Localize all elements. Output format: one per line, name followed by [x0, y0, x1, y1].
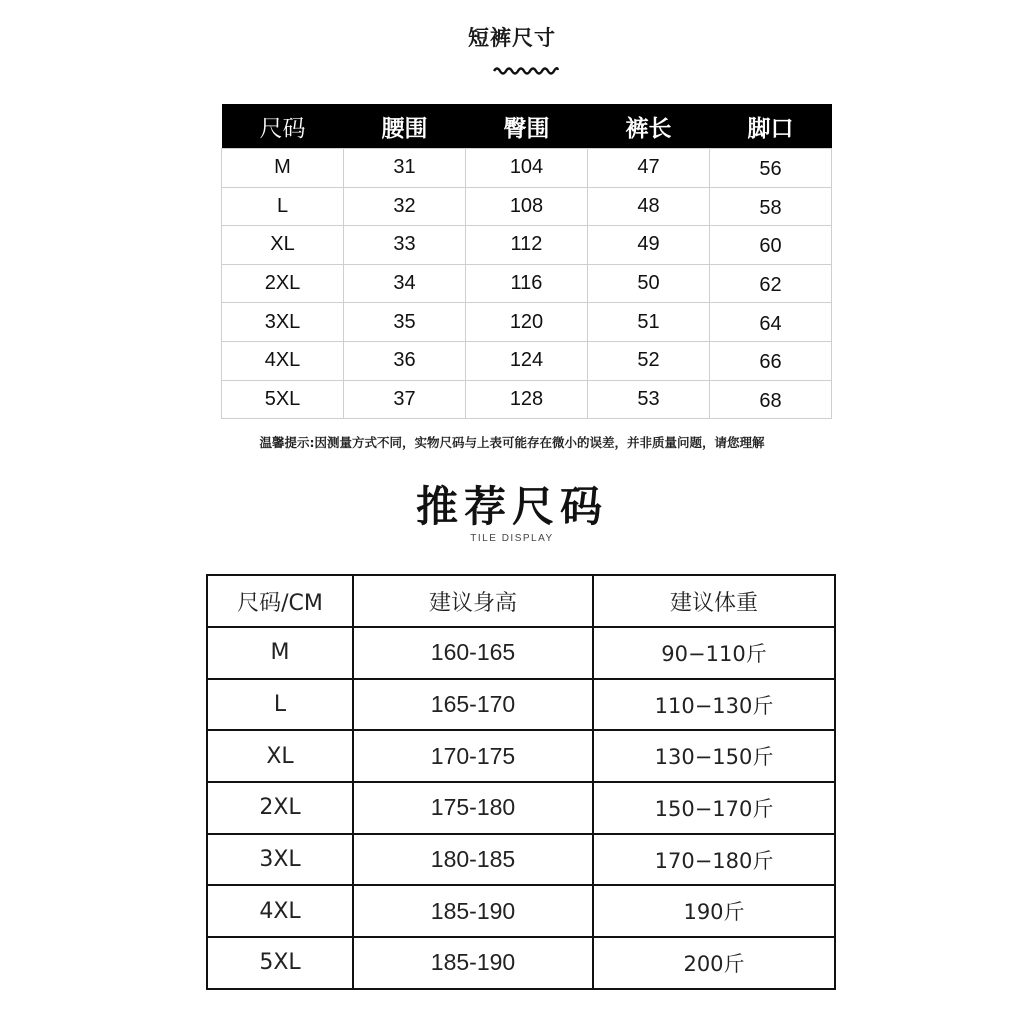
- table-cell: 124: [466, 341, 588, 380]
- table-cell: 56: [710, 149, 832, 188]
- table-cell: 150−170斤: [593, 782, 835, 834]
- table-row: [207, 834, 835, 886]
- shorts-size-header-cell: 腰围: [344, 104, 466, 149]
- table-cell: 37: [344, 380, 466, 419]
- shorts-size-header-cell: 臀围: [466, 104, 588, 149]
- wave-divider-icon: [493, 62, 559, 76]
- recommend-title: 推荐尺码: [415, 482, 608, 531]
- table-row: [222, 187, 832, 226]
- table-cell: XL: [207, 730, 353, 782]
- table-cell: XL: [222, 226, 344, 265]
- table-cell: 90−110斤: [593, 627, 835, 679]
- recommend-subtitle: TILE DISPLAY: [470, 533, 554, 544]
- table-cell: 170−180斤: [593, 834, 835, 886]
- table-cell: 190斤: [593, 885, 835, 937]
- table-cell: 108: [466, 187, 588, 226]
- shorts-size-header-cell: 尺码: [222, 104, 344, 149]
- table-cell: 35: [344, 303, 466, 342]
- table-cell: 49: [588, 226, 710, 265]
- table-cell: 175-180: [353, 782, 593, 834]
- table-cell: 66: [710, 341, 832, 380]
- table-cell: 104: [466, 149, 588, 188]
- table-cell: 185-190: [353, 937, 593, 989]
- table-row: [222, 380, 832, 419]
- table-row: [207, 885, 835, 937]
- table-cell: 60: [710, 226, 832, 265]
- table-cell: M: [207, 627, 353, 679]
- table-cell: 51: [588, 303, 710, 342]
- table-row: [222, 341, 832, 380]
- table-cell: 50: [588, 264, 710, 303]
- shorts-size-header-row: [222, 104, 832, 149]
- table-cell: 62: [710, 264, 832, 303]
- table-cell: 2XL: [207, 782, 353, 834]
- table-cell: 112: [466, 226, 588, 265]
- table-cell: 48: [588, 187, 710, 226]
- table-row: [207, 627, 835, 679]
- shorts-size-title: 短裤尺寸: [468, 26, 556, 50]
- recommend-size-table: [206, 574, 836, 990]
- shorts-size-header-cell: 脚口: [710, 104, 832, 149]
- table-cell: 128: [466, 380, 588, 419]
- table-row: [207, 679, 835, 731]
- table-cell: 53: [588, 380, 710, 419]
- table-cell: 180-185: [353, 834, 593, 886]
- table-cell: 58: [710, 187, 832, 226]
- table-cell: 3XL: [207, 834, 353, 886]
- table-cell: 64: [710, 303, 832, 342]
- table-cell: M: [222, 149, 344, 188]
- table-cell: 68: [710, 380, 832, 419]
- shorts-size-table: [221, 104, 832, 419]
- table-cell: 200斤: [593, 937, 835, 989]
- table-row: [207, 730, 835, 782]
- table-row: [207, 782, 835, 834]
- table-cell: 2XL: [222, 264, 344, 303]
- table-cell: 33: [344, 226, 466, 265]
- table-cell: L: [207, 679, 353, 731]
- table-cell: 3XL: [222, 303, 344, 342]
- table-row: [222, 264, 832, 303]
- table-cell: 120: [466, 303, 588, 342]
- recommend-header-cell: 建议体重: [593, 575, 835, 627]
- recommend-header-cell: 建议身高: [353, 575, 593, 627]
- table-cell: 160-165: [353, 627, 593, 679]
- table-cell: 110−130斤: [593, 679, 835, 731]
- recommend-header-row: [207, 575, 835, 627]
- table-cell: L: [222, 187, 344, 226]
- table-cell: 36: [344, 341, 466, 380]
- table-cell: 5XL: [207, 937, 353, 989]
- table-row: [207, 937, 835, 989]
- table-cell: 5XL: [222, 380, 344, 419]
- table-cell: 4XL: [207, 885, 353, 937]
- table-cell: 130−150斤: [593, 730, 835, 782]
- table-row: [222, 226, 832, 265]
- table-row: [222, 303, 832, 342]
- table-cell: 47: [588, 149, 710, 188]
- table-cell: 116: [466, 264, 588, 303]
- recommend-header-cell: 尺码/CM: [207, 575, 353, 627]
- table-cell: 32: [344, 187, 466, 226]
- table-cell: 185-190: [353, 885, 593, 937]
- shorts-size-header-cell: 裤长: [588, 104, 710, 149]
- table-cell: 165-170: [353, 679, 593, 731]
- table-cell: 170-175: [353, 730, 593, 782]
- measurement-note: 温馨提示:因测量方式不同，实物尺码与上表可能存在微小的误差，并非质量问题，请您理解: [259, 435, 765, 450]
- table-cell: 34: [344, 264, 466, 303]
- table-cell: 4XL: [222, 341, 344, 380]
- table-cell: 52: [588, 341, 710, 380]
- table-row: [222, 149, 832, 188]
- table-cell: 31: [344, 149, 466, 188]
